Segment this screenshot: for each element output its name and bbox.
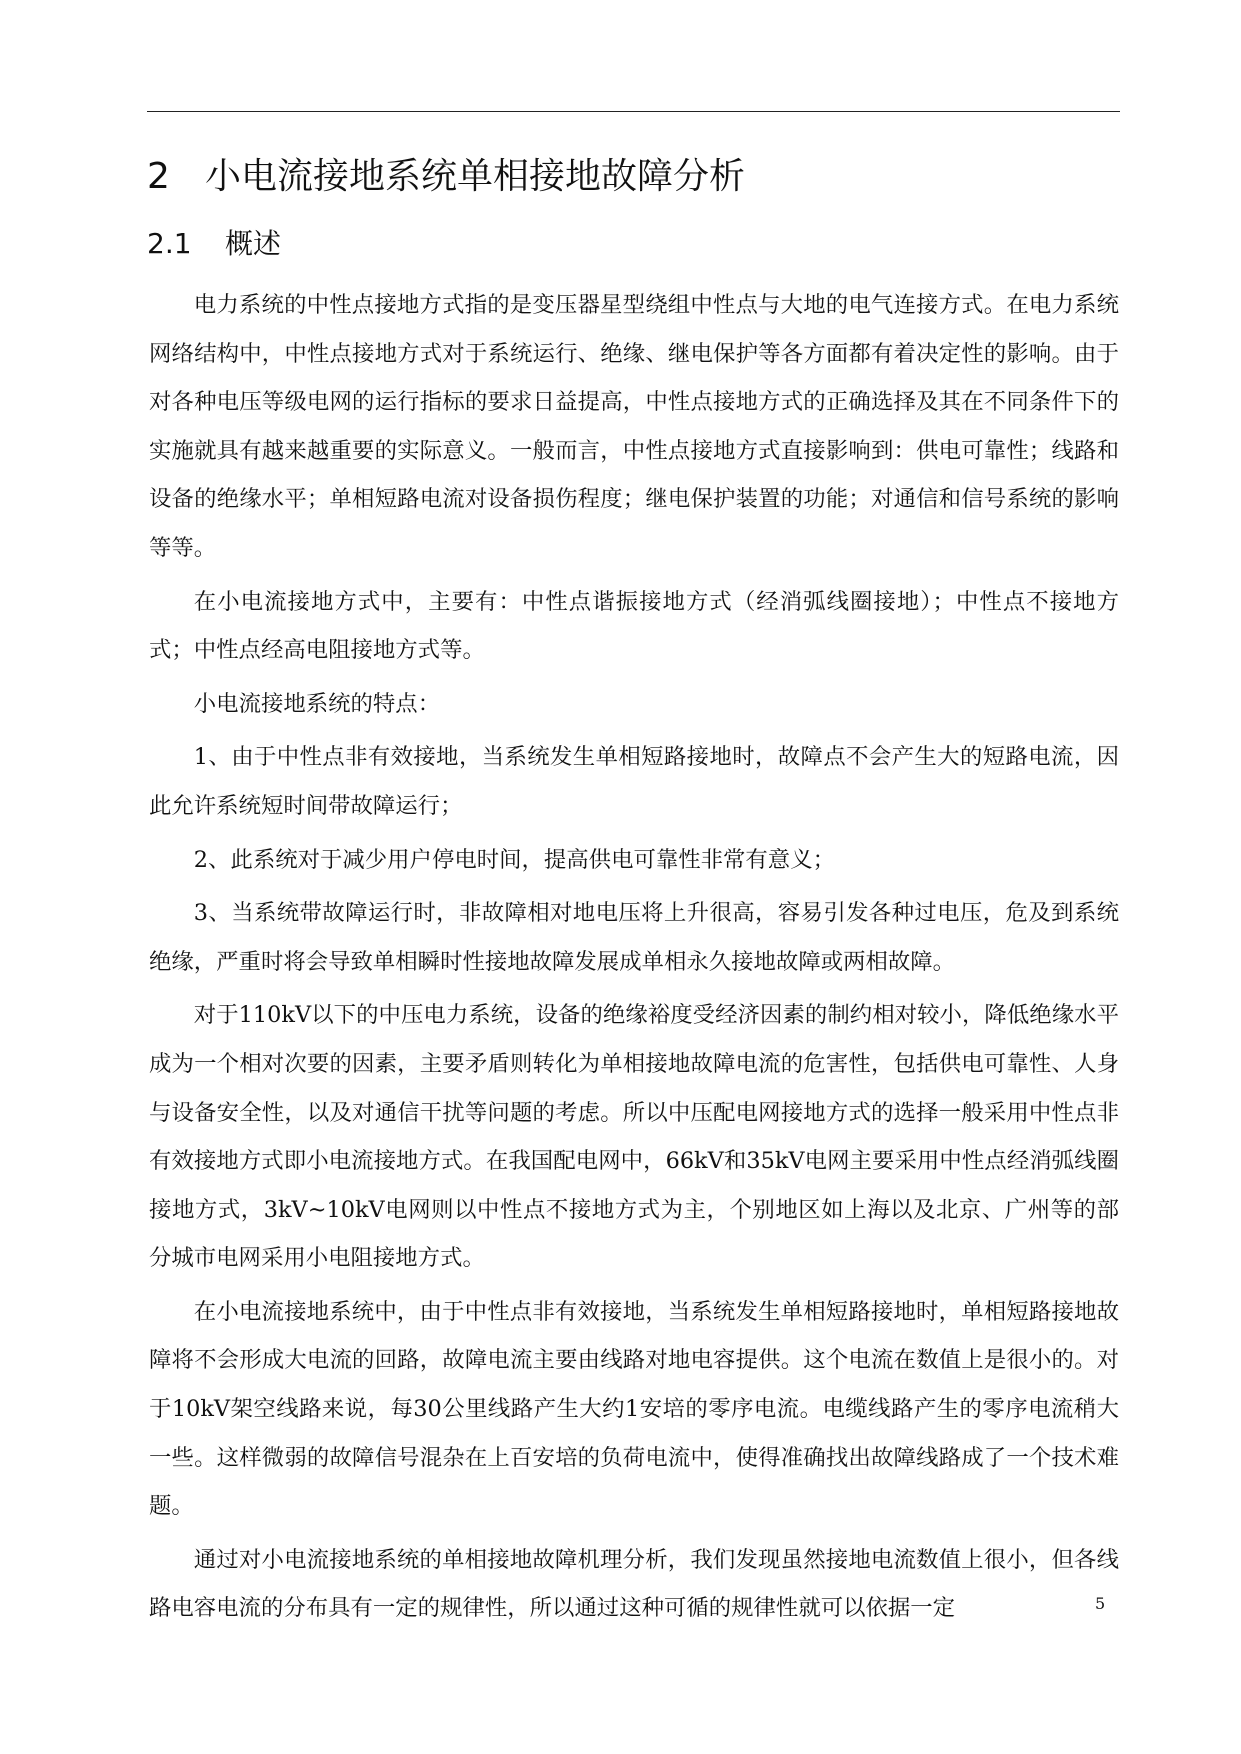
paragraph: 电力系统的中性点接地方式指的是变压器星型绕组中性点与大地的电气连接方式。在电力系统网络结构中，中性点接地方式对于系统运行、绝缘、继电保护等各方面都有着决定性的影响。由于对各种电压等级电网的运行指标的要求日益提高，中性点接地方式的正确选择及其在不同条件下的实施就具有越来越重要的实际意义。一般而言，中性点接地方式直接影响到：供电可靠性；线路和设备的绝缘水平；单相短路电流对设备损伤程度；继电保护装置的功能；对通信和信号系统的影响等等。 bbox=[149, 292, 1119, 561]
list-item: 2、此系统对于减少用户停电时间，提高供电可靠性非常有意义； bbox=[193, 846, 835, 873]
chapter-title: 小电流接地系统单相接地故障分析 bbox=[205, 156, 746, 197]
body-text bbox=[149, 281, 1119, 1638]
list-item: 3、当系统带故障运行时，非故障相对地电压将上升很高，容易引发各种过电压，危及到系统绝缘，严重时将会导致单相瞬时性接地故障发展成单相永久接地故障或两相故障。 bbox=[149, 900, 1119, 975]
page-number: 5 bbox=[1095, 1594, 1106, 1613]
header-rule bbox=[147, 111, 1120, 112]
paragraph: 在小电流接地系统中，由于中性点非有效接地，当系统发生单相短路接地时，单相短路接地故障将不会形成大电流的回路，故障电流主要由线路对地电容提供。这个电流在数值上是很小的。对于10kV架空线路来说，每30公里线路产生大约1安培的零序电流。电缆线路产生的零序电流稍大一些。这样微弱的故障信号混杂在上百安培的负荷电流中，使得准确找出故障线路成了一个技术难题。 bbox=[149, 1298, 1119, 1520]
chapter-heading bbox=[147, 152, 745, 202]
section-number: 2.1 bbox=[147, 227, 192, 260]
paragraph: 小电流接地系统的特点： bbox=[193, 690, 441, 717]
paragraph: 对于110kV以下的中压电力系统，设备的绝缘裕度受经济因素的制约相对较小，降低绝缘水平成为一个相对次要的因素，主要矛盾则转化为单相接地故障电流的危害性，包括供电可靠性、人身与设备安全性，以及对通信干扰等问题的考虑。所以中压配电网接地方式的选择一般采用中性点非有效接地方式即小电流接地方式。在我国配电网中，66kV和35kV电网主要采用中性点经消弧线圈接地方式，3kV~10kV电网则以中性点不接地方式为主，个别地区如上海以及北京、广州等的部分城市电网采用小电阻接地方式。 bbox=[149, 1002, 1119, 1272]
paragraph: 在小电流接地方式中，主要有：中性点谐振接地方式（经消弧线圈接地）；中性点不接地方式；中性点经高电阻接地方式等。 bbox=[149, 588, 1119, 664]
list-item: 1、由于中性点非有效接地，当系统发生单相短路接地时，故障点不会产生大的短路电流，因此允许系统短时间带故障运行； bbox=[149, 744, 1119, 819]
section-title: 概述 bbox=[225, 227, 282, 260]
paragraph: 通过对小电流接地系统的单相接地故障机理分析，我们发现虽然接地电流数值上很小，但各线路电容电流的分布具有一定的规律性，所以通过这种可循的规律性就可以依据一定 bbox=[149, 1546, 1119, 1622]
section-heading bbox=[147, 224, 281, 264]
chapter-number: 2 bbox=[147, 156, 170, 197]
